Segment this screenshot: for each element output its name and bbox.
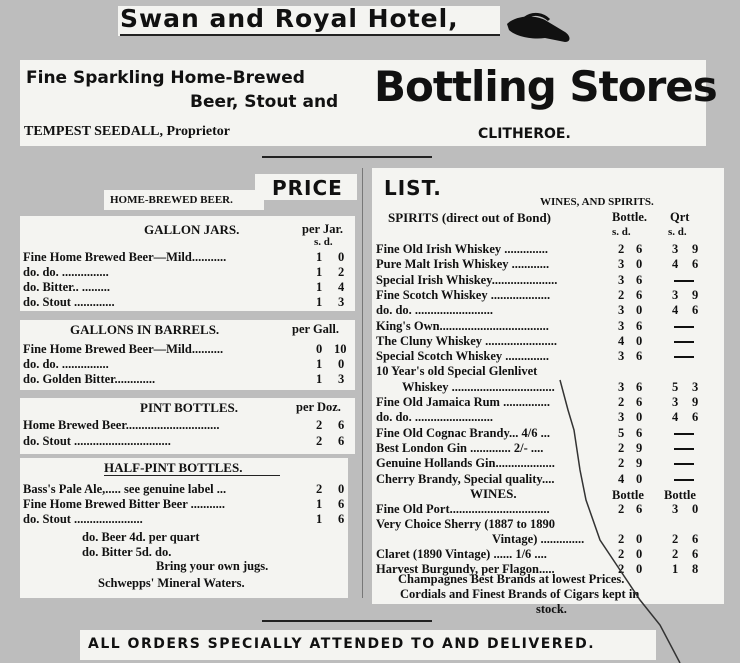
- table-row: Cherry Brandy, Special quality.... 4 0: [372, 472, 724, 487]
- pint-bottles-unit: per Doz.: [296, 400, 341, 414]
- spirits-head: SPIRITS (direct out of Bond): [388, 210, 552, 225]
- table-row: Special Irish Whiskey..................... 3 6: [372, 273, 724, 288]
- table-row: Fine Home Brewed Bitter Beer ........... 1 6: [23, 497, 345, 511]
- wines-col2: Bottle: [664, 488, 696, 502]
- table-row: do. do. ......................... 3 0 4 6: [376, 303, 699, 318]
- note-row: Schwepps' Mineral Waters.: [98, 576, 245, 590]
- pint-bottles-title: PINT BOTTLES.: [140, 400, 239, 415]
- table-row: do. do. ............... 1 2: [23, 265, 345, 279]
- champagne-note: Champagnes Best Brands at lowest Prices.: [398, 572, 625, 586]
- half-pint-title: HALF-PINT BOTTLES.: [104, 460, 243, 475]
- wines-title: WINES.: [470, 486, 517, 501]
- table-row: do. Stout ...................... 1 6: [23, 512, 345, 526]
- price-heading: PRICE: [272, 176, 343, 200]
- table-row: do. Stout ............................... 2 6: [23, 434, 345, 448]
- table-row: King's Own................................... 3 6: [372, 319, 724, 334]
- footer-rule: [262, 620, 432, 622]
- table-row: do. do. ......................... 3 0 4 6: [376, 410, 699, 425]
- table-row: Very Choice Sherry (1887 to 1890: [376, 517, 556, 531]
- cols-sd-qrt: s. d.: [668, 226, 687, 238]
- table-row: Fine Old Cognac Brandy... 4/6 ... 5 6: [372, 426, 724, 441]
- table-row: Fine Home Brewed Beer—Mild........... 1 0: [23, 250, 345, 264]
- wines-col1: Bottle: [612, 488, 644, 502]
- cordials-note-1: Cordials and Finest Brands of Cigars kept in: [400, 587, 640, 601]
- advert-left-line1: Fine Sparkling Home-Brewed: [26, 68, 305, 88]
- table-row: do. Stout ............. 1 3: [23, 295, 345, 309]
- table-row: Best London Gin ............. 2/- .... 2 9: [372, 441, 724, 456]
- note-row: do. Beer 4d. per quart: [82, 530, 200, 544]
- table-row: Pure Malt Irish Whiskey ............ 3 0 4 6: [376, 257, 699, 272]
- list-heading: LIST.: [384, 176, 442, 200]
- note-row: do. Bitter 5d. do.: [82, 545, 172, 559]
- cols-sd-bottle: s. d.: [612, 226, 631, 238]
- town: CLITHEROE.: [478, 126, 571, 142]
- col-qrt: Qrt: [670, 210, 690, 224]
- table-row: Bass's Pale Ale,..... see genuine label ... 2 0: [23, 482, 345, 496]
- table-row: do. Bitter.. ......... 1 4: [23, 280, 345, 294]
- gallons-barrels-title: GALLONS IN BARRELS.: [70, 322, 220, 337]
- table-row: Genuine Hollands Gin................... 2 9: [372, 456, 724, 471]
- table-row: Special Scotch Whiskey .............. 3 6: [372, 349, 724, 364]
- table-row: Fine Old Jamaica Rum ............... 2 6 3 9: [376, 395, 699, 409]
- gallon-jars-cols: s. d.: [314, 236, 333, 248]
- table-row: do. Golden Bitter............. 1 3: [23, 372, 345, 386]
- spirits-section-title: WINES, AND SPIRITS.: [540, 196, 654, 208]
- table-row: Fine Scotch Whiskey ................... 2 6 3 9: [376, 287, 699, 302]
- gallon-jars-unit: per Jar.: [302, 222, 343, 236]
- table-row: Fine Old Port................................ 2 6 3 0: [376, 502, 699, 516]
- table-row: 10 Year's old Special Glenlivet: [376, 364, 538, 379]
- note-row: Bring your own jugs.: [156, 559, 269, 573]
- table-row: The Cluny Whiskey ....................... 4 0: [372, 334, 724, 349]
- table-row: Harvest Burgundy, per Flagon..... 2 0 1 8: [376, 562, 699, 576]
- bottling-stores-title: Bottling Stores: [374, 62, 717, 111]
- col-bottle: Bottle.: [612, 210, 648, 224]
- gallons-barrels-unit: per Gall.: [292, 322, 339, 336]
- table-row: Whiskey ................................. 3 6 5 3: [402, 379, 699, 394]
- table-row: Fine Home Brewed Beer—Mild.......... 0 10: [23, 342, 347, 356]
- table-row: Home Brewed Beer.............................. 2 6: [23, 418, 345, 432]
- table-row: Vintage) .............. 2 0 2 6: [492, 532, 699, 546]
- table-row: Claret (1890 Vintage) ...... 1/6 .... 2 0 2 6: [376, 547, 699, 561]
- table-row: do. do. ............... 1 0: [23, 357, 345, 371]
- gallon-jars-title: GALLON JARS.: [144, 222, 240, 237]
- proprietor: TEMPEST SEEDALL, Proprietor: [24, 124, 231, 139]
- table-row: Fine Old Irish Whiskey .............. 2 6 3 9: [376, 242, 699, 256]
- cordials-note-2: stock.: [536, 602, 567, 616]
- hotel-name: Swan and Royal Hotel,: [120, 4, 459, 33]
- advert-left-line2: Beer, Stout and: [190, 92, 339, 112]
- footer-notice: ALL ORDERS SPECIALLY ATTENDED TO AND DELIVERED.: [88, 636, 596, 652]
- beer-section-title: HOME-BREWED BEER.: [110, 194, 233, 206]
